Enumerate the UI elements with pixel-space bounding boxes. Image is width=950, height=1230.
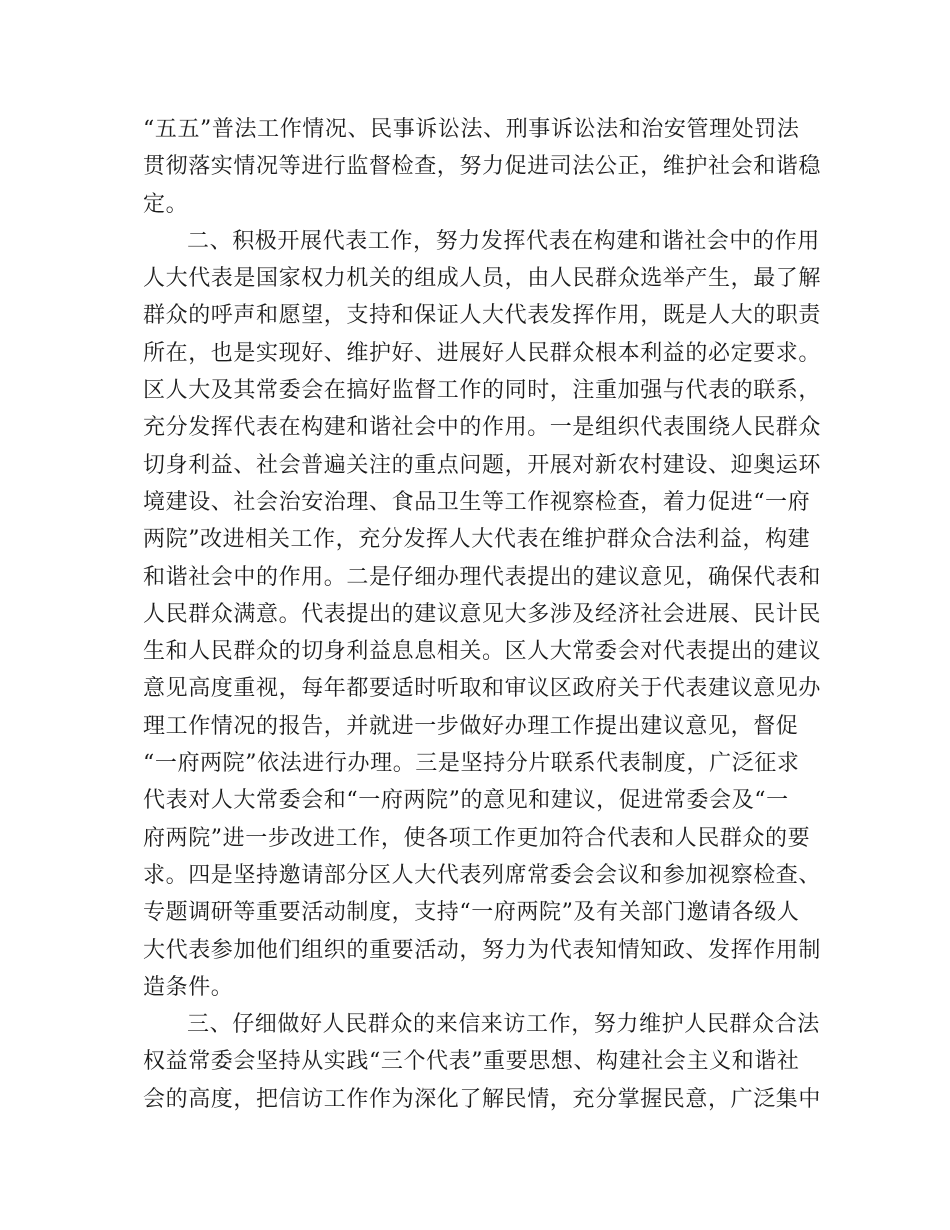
text-line: 群众的呼声和愿望，支持和保证人大代表发挥作用，既是人大的职责: [143, 303, 822, 329]
text-line: 府两院”进一步改进工作，使各项工作更加符合代表和人民群众的要: [143, 825, 811, 851]
text-line: 和谐社会中的作用。二是仔细办理代表提出的建议意见，确保代表和: [143, 564, 822, 590]
text-line: 理工作情况的报告，并就进一步做好办理工作提出建议意见，督促: [143, 713, 799, 739]
text-line: 会的高度，把信访工作作为深化了解民情，充分掌握民意，广泛集中: [143, 1086, 822, 1112]
text-line: 造条件。: [143, 974, 234, 1000]
text-line: 贯彻落实情况等进行监督检查，努力促进司法公正，维护社会和谐稳: [143, 154, 822, 180]
text-line: 切身利益、社会普遍关注的重点问题，开展对新农村建设、迎奥运环: [143, 452, 822, 478]
text-line: 求。四是坚持邀请部分区人大代表列席常委会会议和参加视察检查、: [143, 862, 822, 888]
text-line: 定。: [143, 191, 189, 217]
document-body: [143, 111, 822, 1118]
text-line: 专题调研等重要活动制度，支持“一府两院”及有关部门邀请各级人: [143, 900, 800, 926]
text-line: 人大代表是国家权力机关的组成人员，由人民群众选举产生，最了解: [143, 266, 822, 292]
text-line: 所在，也是实现好、维护好、进展好人民群众根本利益的必定要求。: [143, 340, 822, 366]
text-line: 大代表参加他们组织的重要活动，努力为代表知情知政、发挥作用制: [143, 937, 822, 963]
text-line: “五五”普法工作情况、民事诉讼法、刑事诉讼法和治安管理处罚法: [143, 117, 800, 142]
text-line: 权益常委会坚持从实践“三个代表”重要思想、构建社会主义和谐社: [143, 1049, 800, 1075]
text-line: 人民群众满意。代表提出的建议意见大多涉及经济社会进展、民计民: [143, 601, 822, 627]
section-heading-2: 二、积极开展代表工作，努力发挥代表在构建和谐社会中的作用: [187, 228, 820, 254]
text-line: 意见高度重视，每年都要适时听取和审议区政府关于代表建议意见办: [143, 676, 822, 702]
text-line: 代表对人大常委会和“一府两院”的意见和建议，促进常委会及“一: [143, 788, 789, 814]
text-line: 区人大及其常委会在搞好监督工作的同时，注重加强与代表的联系，: [143, 378, 822, 404]
text-line: 两院”改进相关工作，充分发挥人大代表在维护群众合法利益，构建: [143, 527, 811, 553]
text-line: “一府两院”依法进行办理。三是坚持分片联系代表制度，广泛征求: [143, 751, 800, 777]
text-line: 充分发挥代表在构建和谐社会中的作用。一是组织代表围绕人民群众: [143, 415, 822, 441]
text-line: 境建设、社会治安治理、食品卫生等工作视察检查，着力促进“一府: [143, 489, 811, 515]
text-line: 生和人民群众的切身利益息息相关。区人大常委会对代表提出的建议: [143, 639, 822, 665]
section-heading-3: 三、仔细做好人民群众的来信来访工作，努力维护人民群众合法: [187, 1012, 820, 1038]
